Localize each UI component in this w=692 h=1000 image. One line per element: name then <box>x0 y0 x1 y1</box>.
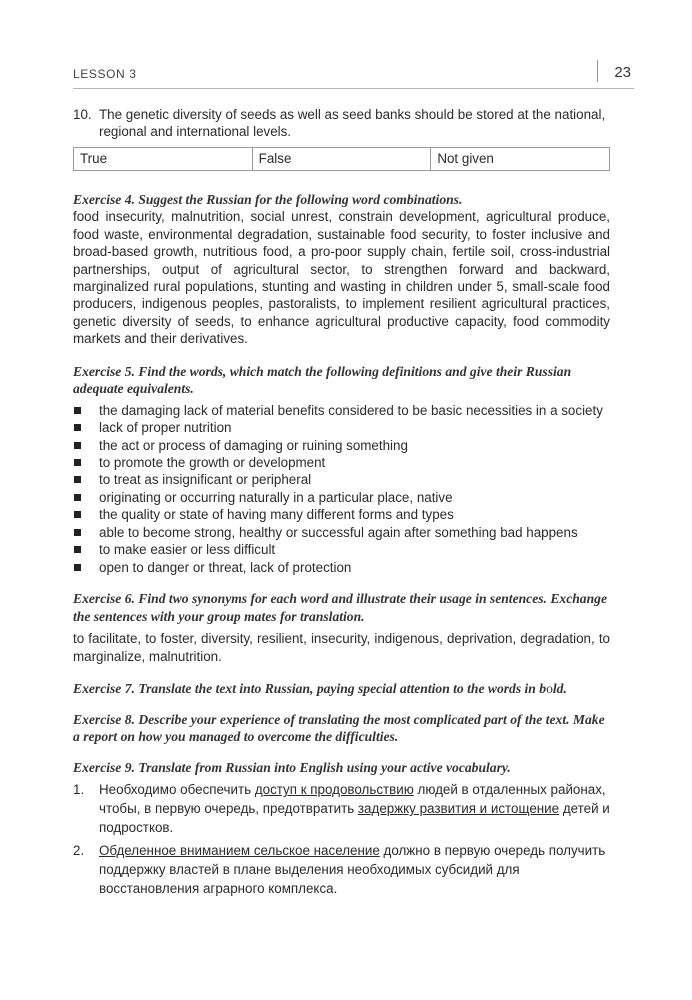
bullet-icon <box>74 546 81 553</box>
definitions-list <box>73 402 610 576</box>
page-header <box>73 64 634 88</box>
list-item: the quality or state of having many different forms and types <box>73 506 610 523</box>
list-item: able to become strong, healthy or successful again after something bad happens <box>73 524 610 541</box>
option-not-given[interactable]: Not given <box>431 147 610 170</box>
list-item: to treat as insignificant or peripheral <box>73 471 610 488</box>
bullet-icon <box>74 459 81 466</box>
question-text: The genetic diversity of seeds as well as seed banks should be stored at the national, regional and international levels. <box>99 107 606 140</box>
exercise-4-title: Exercise 4. Suggest the Russian for the following word combinations. <box>73 191 463 207</box>
bullet-icon <box>74 476 81 483</box>
list-item: 2. Обделенное вниманием сельское население должно в первую очередь получить поддержку властей в плане выделения необходимых субсидий для восстановления аграрного комплекса. <box>73 843 606 897</box>
bullet-icon <box>74 494 81 501</box>
option-true[interactable]: True <box>74 147 253 170</box>
bullet-icon <box>74 564 81 571</box>
exercise-8-title: Exercise 8. Describe your experience of translating the most complicated part of the text. Make a report on how you managed to overcome the difficulties. <box>73 711 605 745</box>
list-item: originating or occurring naturally in a particular place, native <box>73 489 610 506</box>
translation-list <box>73 780 610 898</box>
bullet-icon <box>74 511 81 518</box>
bullet-icon <box>74 407 81 414</box>
exercise-5-title: Exercise 5. Find the words, which match the following definitions and give their Russian adequate equivalents. <box>73 363 572 397</box>
list-item: the damaging lack of material benefits considered to be basic necessities in a society <box>73 402 610 419</box>
list-item: 1. Необходимо обеспечить доступ к продовольствию людей в отдаленных районах, чтобы, в первую очередь, предотвратить задержку развития и истощение детей и подростков. <box>73 782 610 836</box>
option-false[interactable]: False <box>252 147 431 170</box>
exercise-7-title: Exercise 7. Translate the text into Russian, paying special attention to the words in bold. <box>73 680 567 696</box>
bullet-icon <box>74 424 81 431</box>
lesson-label: LESSON 3 <box>73 67 137 81</box>
list-item: to promote the growth or development <box>73 454 610 471</box>
exercise-6-text: to facilitate, to foster, diversity, resilient, insecurity, indigenous, deprivation, degradation, to marginalize, malnutrition. <box>73 631 610 664</box>
list-item: the act or process of damaging or ruining something <box>73 437 610 454</box>
list-item: lack of proper nutrition <box>73 419 610 436</box>
bullet-icon <box>74 529 81 536</box>
header-divider <box>597 60 598 82</box>
exercise-9-title: Exercise 9. Translate from Russian into English using your active vocabulary. <box>73 759 511 775</box>
exercise-6-title: Exercise 6. Find two synonyms for each word and illustrate their usage in sentences. Exchange the sentences with your group mates for translation. <box>73 590 607 624</box>
question-number: 10. <box>73 107 92 122</box>
page-number: 23 <box>614 64 631 81</box>
question-10 <box>73 106 610 141</box>
list-item: open to danger or threat, lack of protection <box>73 559 610 576</box>
exercise-4-text: food insecurity, malnutrition, social unrest, constrain development, agricultural produce, food waste, environmental degradation, sustainable food security, to foster inclusive and broad-based growth, nutritious food, a pro-poor supply chain, fertile soil, cross-industrial partnerships, output of agricultural sector, to strengthen forward and backward, marginalized rural populations, stunting and wasting in children under 5, small-scale food producers, indigenous peoples, pastoralists, to implement resilient agricultural practices, genetic diversity of seeds, to enhance agricultural productive capacity, food commodity markets and their derivatives. <box>73 209 610 347</box>
page-content <box>73 106 610 898</box>
bullet-icon <box>74 442 81 449</box>
header-rule <box>73 88 634 89</box>
list-item: to make easier or less difficult <box>73 541 610 558</box>
answer-table <box>73 147 610 171</box>
